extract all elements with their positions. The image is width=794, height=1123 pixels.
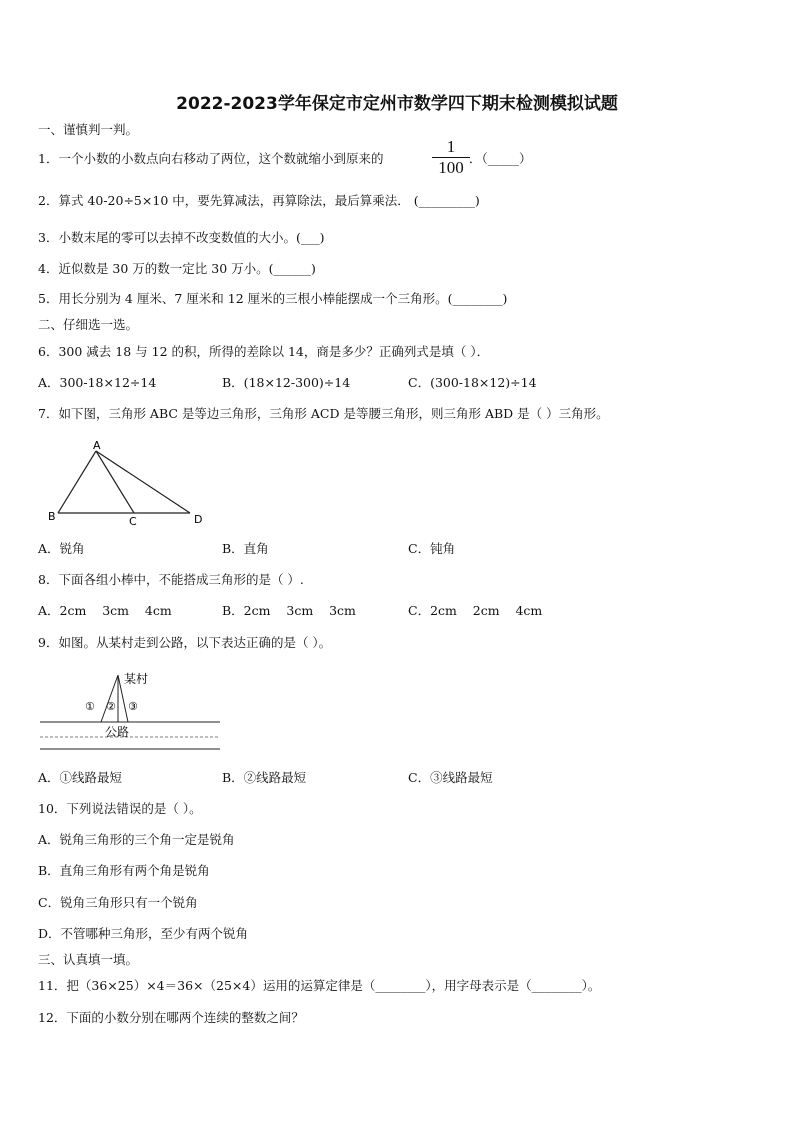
vertex-label-c: C [129, 515, 137, 528]
question-7-option-c: C．钝角 [408, 541, 456, 556]
question-9-option-c: C．③线路最短 [408, 770, 493, 785]
question-10-option-d: D．不管哪种三角形，至少有两个锐角 [38, 926, 249, 941]
village-label: 某村 [124, 672, 149, 686]
question-6-option-b: B．(18×12-300)÷14 [222, 375, 351, 390]
question-10-option-c: C．锐角三角形只有一个锐角 [38, 895, 198, 910]
question-7-option-a: A．锐角 [38, 541, 85, 556]
question-10-stem: 10．下列说法错误的是（ ）。 [38, 801, 202, 816]
question-8-option-b: B．2cm 3cm 3cm [222, 603, 356, 618]
question-8-option-c: C．2cm 2cm 4cm [408, 603, 543, 618]
vertex-label-a: A [93, 439, 101, 452]
question-10-option-b: B．直角三角形有两个角是锐角 [38, 863, 210, 878]
question-4: 4．近似数是 30 万的数一定比 30 万小。(______) [38, 261, 316, 276]
route-1-line [101, 675, 118, 722]
route-2-marker: ② [106, 700, 116, 713]
question-3: 3．小数末尾的零可以去掉不改变数值的大小。(___) [38, 230, 325, 245]
section-heading-choose: 二、仔细选一选。 [38, 317, 139, 332]
question-7-stem: 7．如下图，三角形 ABC 是等边三角形，三角形 ACD 是等腰三角形，则三角形 ABD 是（ ）三角形。 [38, 406, 609, 421]
question-6-option-c: C．(300-18×12)÷14 [408, 375, 537, 390]
question-10-option-a: A．锐角三角形的三个角一定是锐角 [38, 832, 235, 847]
question-9-stem: 9．如图。从某村走到公路，以下表达正确的是（ ）。 [38, 635, 332, 650]
question-11: 11．把（36×25）×4＝36×（25×4）运用的运算定律是（________），用字母表示是（________）。 [38, 978, 601, 993]
question-6-option-a: A．300-18×12÷14 [38, 375, 157, 390]
question-12: 12．下面的小数分别在哪两个连续的整数之间？ [38, 1010, 304, 1025]
fraction-denominator: 100 [438, 158, 464, 177]
question-7-option-b: B．直角 [222, 541, 269, 556]
question-5: 5．用长分别为 4 厘米、7 厘米和 12 厘米的三根小棒能摆成一个三角形。(________) [38, 291, 508, 306]
question-8-stem: 8．下面各组小棒中，不能搭成三角形的是（ ）. [38, 572, 304, 587]
page-title: 2022-2023学年保定市定州市数学四下期末检测模拟试题 [176, 94, 618, 114]
fraction-numerator: 1 [446, 137, 456, 156]
question-9-option-a: A．①线路最短 [38, 770, 123, 785]
question-6-stem: 6．300 减去 18 与 12 的积，所得的差除以 14，商是多少？正确列式是填（ ）． [38, 344, 490, 359]
section-heading-fill: 三、认真填一填。 [38, 952, 139, 967]
road-label: 公路 [105, 725, 130, 739]
section-heading-judge: 一、谨慎判一判。 [38, 122, 139, 137]
route-1-marker: ① [85, 700, 95, 713]
vertex-label-d: D [194, 513, 203, 526]
vertex-label-b: B [48, 510, 56, 523]
question-2: 2．算式 40-20÷5×10 中，要先算减法，再算除法，最后算乘法． (_________) [38, 193, 480, 208]
route-3-marker: ③ [128, 700, 138, 713]
question-9-option-b: B．②线路最短 [222, 770, 307, 785]
question-8-option-a: A．2cm 3cm 4cm [38, 603, 172, 618]
question-1-text: 1．一个小数的小数点向右移动了两位，这个数就缩小到原来的 [38, 151, 384, 166]
question-1-answer-blank: ．（_____） [469, 151, 532, 166]
